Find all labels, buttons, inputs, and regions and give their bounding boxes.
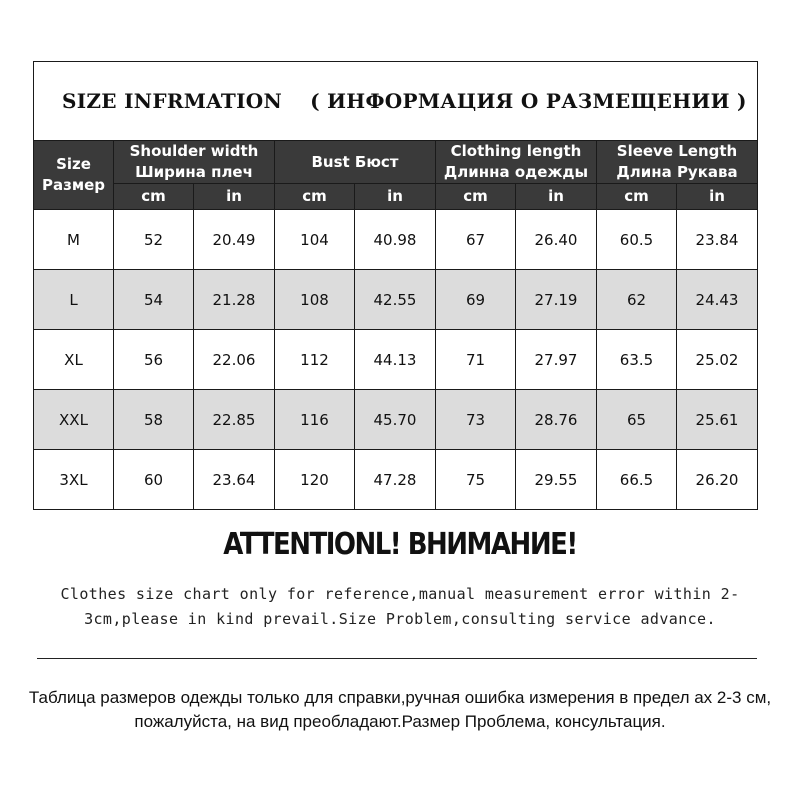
chart-title-en: SIZE INFRMATION xyxy=(62,89,283,113)
table-cell: 108 xyxy=(275,270,355,330)
header-bust xyxy=(275,141,436,184)
table-cell: 65 xyxy=(597,390,677,450)
table-cell: 25.02 xyxy=(677,330,758,390)
header-shoulder-ru: Ширина плеч xyxy=(135,163,253,181)
table-cell: 60.5 xyxy=(597,210,677,270)
table-cell: 45.70 xyxy=(355,390,436,450)
reference-note-ru: Таблица размеров одежды только для справки,ручная ошибка измерения в предел ах 2-3 см, пожалуйста, на вид преобладают.Размер Проблема, консультация. xyxy=(28,688,772,731)
table-cell: 29.55 xyxy=(516,450,597,510)
table-cell: 66.5 xyxy=(597,450,677,510)
table-cell: 120 xyxy=(275,450,355,510)
header-shoulder-width xyxy=(114,141,275,184)
header-size-en: Size xyxy=(56,155,91,173)
table-cell: 60 xyxy=(114,450,194,510)
row-size: XXL xyxy=(34,390,114,450)
table-cell: 42.55 xyxy=(355,270,436,330)
header-clothing-length xyxy=(436,141,597,184)
unit-header: cm xyxy=(114,184,194,210)
header-size xyxy=(34,141,114,210)
table-row xyxy=(34,210,758,270)
table-cell: 27.97 xyxy=(516,330,597,390)
row-size: M xyxy=(34,210,114,270)
header-sleeve-en: Sleeve Length xyxy=(616,142,738,160)
table-cell: 28.76 xyxy=(516,390,597,450)
row-size: 3XL xyxy=(34,450,114,510)
table-cell: 71 xyxy=(436,330,516,390)
table-cell: 67 xyxy=(436,210,516,270)
unit-header: in xyxy=(677,184,758,210)
table-cell: 62 xyxy=(597,270,677,330)
table-cell: 20.49 xyxy=(194,210,275,270)
unit-header: in xyxy=(516,184,597,210)
header-sleeve-ru: Длина Рукава xyxy=(616,163,738,181)
header-bust-label: Bust Бюст xyxy=(311,152,399,171)
table-cell: 54 xyxy=(114,270,194,330)
table-cell: 24.43 xyxy=(677,270,758,330)
table-cell: 69 xyxy=(436,270,516,330)
table-cell: 25.61 xyxy=(677,390,758,450)
table-cell: 23.84 xyxy=(677,210,758,270)
table-cell: 22.06 xyxy=(194,330,275,390)
table-cell: 22.85 xyxy=(194,390,275,450)
table-cell: 56 xyxy=(114,330,194,390)
table-row xyxy=(34,330,758,390)
header-shoulder-en: Shoulder width xyxy=(129,142,259,160)
table-cell: 26.40 xyxy=(516,210,597,270)
divider-line xyxy=(37,658,757,659)
header-clothing-en: Clothing length xyxy=(450,142,582,160)
table-cell: 52 xyxy=(114,210,194,270)
unit-header: in xyxy=(355,184,436,210)
size-chart-table xyxy=(33,61,758,510)
table-cell: 23.64 xyxy=(194,450,275,510)
header-clothing-ru: Длинна одежды xyxy=(443,163,589,181)
table-cell: 75 xyxy=(436,450,516,510)
table-cell: 58 xyxy=(114,390,194,450)
table-cell: 21.28 xyxy=(194,270,275,330)
row-size: XL xyxy=(34,330,114,390)
table-cell: 40.98 xyxy=(355,210,436,270)
row-size: L xyxy=(34,270,114,330)
chart-title xyxy=(34,62,758,141)
attention-heading: ATTENTIONL! ВНИМАНИЕ! xyxy=(223,527,577,563)
header-size-ru: Размер xyxy=(41,176,105,194)
table-cell: 116 xyxy=(275,390,355,450)
table-cell: 112 xyxy=(275,330,355,390)
table-cell: 44.13 xyxy=(355,330,436,390)
unit-header: cm xyxy=(436,184,516,210)
table-row xyxy=(34,450,758,510)
unit-header: cm xyxy=(275,184,355,210)
table-cell: 27.19 xyxy=(516,270,597,330)
header-sleeve-length xyxy=(597,141,758,184)
table-cell: 26.20 xyxy=(677,450,758,510)
table-row xyxy=(34,270,758,330)
table-row xyxy=(34,390,758,450)
unit-header: cm xyxy=(597,184,677,210)
unit-header: in xyxy=(194,184,275,210)
table-cell: 47.28 xyxy=(355,450,436,510)
chart-title-ru: ( ИНФОРМАЦИЯ О РАЗМЕЩЕНИИ ) xyxy=(310,89,747,113)
table-cell: 63.5 xyxy=(597,330,677,390)
table-cell: 104 xyxy=(275,210,355,270)
table-cell: 73 xyxy=(436,390,516,450)
reference-note-en: Clothes size chart only for reference,manual measurement error within 2-3cm,please in kind prevail.Size Problem,consulting service advance. xyxy=(60,585,740,628)
